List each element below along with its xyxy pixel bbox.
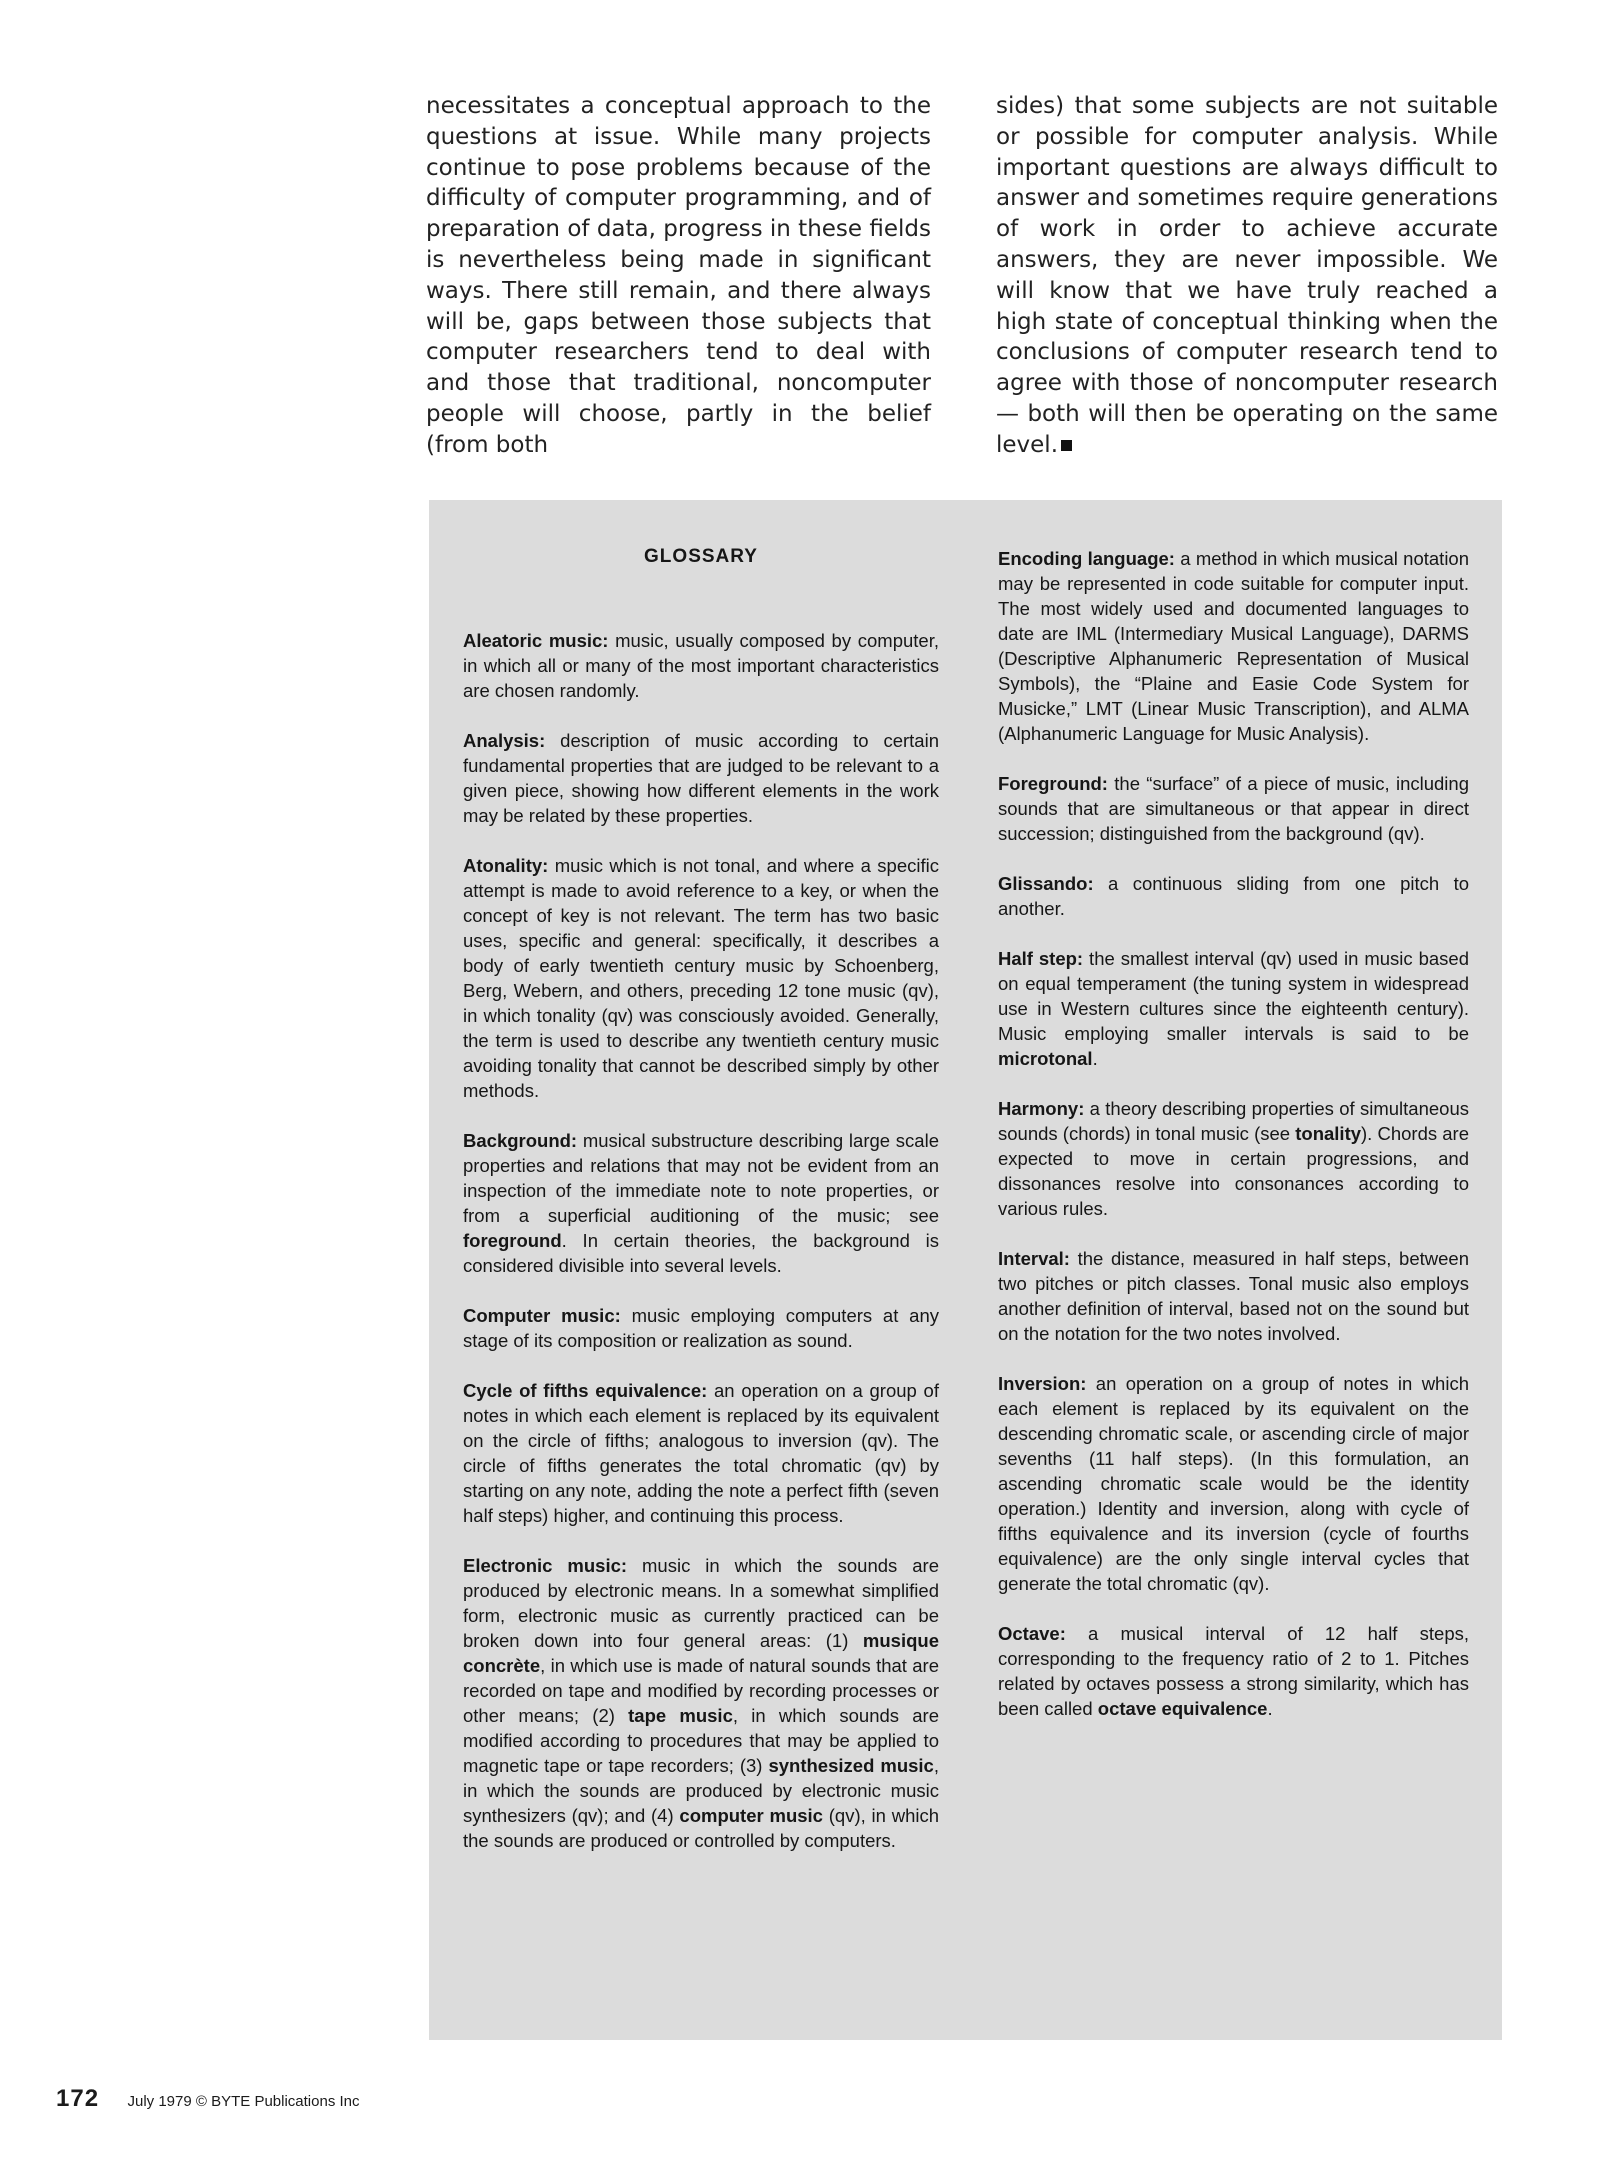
glossary-definition: music employing computers at any stage of its composition or realization as sound. — [463, 1305, 939, 1351]
glossary-cross-reference: tape music — [628, 1705, 733, 1726]
glossary-title: GLOSSARY — [644, 546, 758, 567]
glossary-definition: music, usually composed by computer, in which all or many of the most important characteristics are chosen randomly. — [463, 630, 939, 701]
glossary-term: Analysis: — [463, 730, 546, 751]
glossary-cross-reference: octave equivalence — [1097, 1698, 1268, 1719]
glossary-definition: the distance, measured in half steps, between two pitches or pitch classes. Tonal music also employs another definition of interval, based not on the sound but on the notation for the two notes involved. — [998, 1248, 1469, 1344]
glossary-definition: a method in which musical notation may be represented in code suitable for computer input. The most widely used and documented languages to date are IML (Intermediary Musical Language), DARMS (Descriptive Alphanumeric Representation of Musical Symbols), the “Plaine and Easie Code System for Musicke,” LMT (Linear Music Transcription), and ALMA (Alphanumeric Language for Music Analysis). — [998, 548, 1470, 744]
glossary-term: Electronic music: — [463, 1555, 628, 1576]
end-of-article-mark — [1061, 440, 1072, 451]
glossary-term: Inversion: — [998, 1373, 1087, 1394]
glossary-definition: music in which the sounds are produced by electronic means. In a somewhat simplified form, electronic music as currently practiced can be broken down into four general areas: (1) — [463, 1555, 939, 1651]
glossary-definition: description of music according to certain fundamental properties that are judged to be relevant to a given piece, showing how different elements in the work may be related by these properties. — [463, 730, 939, 826]
glossary-entry-aleatoric-music — [463, 628, 939, 703]
glossary-entry-analysis — [463, 728, 939, 828]
article-column-right — [996, 91, 1498, 461]
glossary-entry-electronic-music — [463, 1553, 939, 1853]
glossary-term: Foreground: — [998, 773, 1108, 794]
glossary-definition: , in which the sounds are produced by electronic music synthesizers (qv); and (4) — [463, 1755, 939, 1826]
glossary-entry-computer-music — [463, 1303, 939, 1353]
glossary-definition: the “surface” of a piece of music, including sounds that are simultaneous or that appear in direct succession; distinguished from the background (qv). — [998, 773, 1469, 844]
glossary-entry-background — [463, 1128, 939, 1278]
glossary-column-left — [463, 546, 939, 1878]
glossary-term: Encoding language: — [998, 548, 1175, 569]
glossary-term: Background: — [463, 1130, 578, 1151]
glossary-definition: . In certain theories, the background is considered divisible into several levels. — [463, 1230, 939, 1276]
glossary-entry-interval — [998, 1246, 1469, 1346]
glossary-term: Interval: — [998, 1248, 1070, 1269]
glossary-entry-harmony — [998, 1096, 1469, 1221]
glossary-definition: a musical interval of 12 half steps, corresponding to the frequency ratio of 2 to 1. Pitches related by octaves possess a strong similarity, which has been called — [998, 1623, 1469, 1719]
glossary-entry-half-step — [998, 946, 1469, 1071]
article-paragraph-left: necessitates a conceptual approach to the questions at issue. While many projects continue to pose problems because of the difficulty of computer programming, and of preparation of data, progress in these fields is nevertheless being made in significant ways. There still remain, and there always will be, gaps between those subjects that computer researchers tend to deal with and those that traditional, noncomputer people will choose, partly in the belief (from both — [426, 93, 931, 458]
glossary-definition: . — [1092, 1048, 1098, 1069]
glossary-term: Aleatoric music: — [463, 630, 609, 651]
glossary-cross-reference: microtonal — [998, 1048, 1093, 1069]
glossary-definition: (qv), in which the sounds are produced or controlled by computers. — [463, 1805, 940, 1851]
page-number: 172 — [56, 2085, 100, 2112]
glossary-entry-inversion — [998, 1371, 1469, 1596]
glossary-definition: music which is not tonal, and where a specific attempt is made to avoid reference to a key, or when the concept of key is not relevant. The term has two basic uses, specific and general: specifically, it describes a body of early twentieth century music by Schoenberg, Berg, Webern, and others, preceding 12 tone music (qv), in which tonality (qv) was consciously avoided. Generally, the term is used to describe any twentieth century music avoiding tonality that cannot be described simply by other methods. — [463, 855, 939, 1101]
glossary-cross-reference: musique concrète — [463, 1630, 939, 1676]
glossary-sidebar — [429, 500, 1502, 2040]
glossary-definition: a theory describing properties of simultaneous sounds (chords) in tonal music (see — [998, 1098, 1469, 1144]
glossary-definition: , in which use is made of natural sounds that are recorded on tape and modified by recording processes or other means; (2) — [463, 1655, 939, 1726]
glossary-cross-reference: computer music — [679, 1805, 823, 1826]
glossary-entry-glissando — [998, 871, 1469, 921]
glossary-term: Half step: — [998, 948, 1084, 969]
glossary-definition: . — [1267, 1698, 1273, 1719]
glossary-term: Harmony: — [998, 1098, 1085, 1119]
page-footer — [56, 2085, 360, 2113]
glossary-entry-encoding-language — [998, 546, 1469, 746]
glossary-column-right — [998, 546, 1469, 1746]
glossary-entry-cycle-of-fifths-equivalence — [463, 1378, 939, 1528]
glossary-term: Cycle of fifths equivalence: — [463, 1380, 708, 1401]
glossary-cross-reference: tonality — [1295, 1123, 1362, 1144]
glossary-entry-octave — [998, 1621, 1469, 1721]
glossary-cross-reference: synthesized music — [768, 1755, 934, 1776]
glossary-definition: musical substructure describing large scale properties and relations that may not be evident from an inspection of the immediate note to note properties, or from a superficial auditioning of the music; see — [463, 1130, 939, 1226]
glossary-term: Computer music: — [463, 1305, 621, 1326]
glossary-definition: an operation on a group of notes in which each element is replaced by its equivalent on the descending chromatic scale, or ascending circle of major sevenths (11 half steps). (In this formulation, an ascending chromatic scale would be the identity operation.) Identity and inversion, along with cycle of fifths equivalence and its inversion (cycle of fourths equivalence) are the only single interval cycles that generate the total chromatic (qv). — [998, 1373, 1469, 1594]
article-paragraph-right-text: sides) that some subjects are not suitable or possible for computer analysis. While important questions are always difficult to answer and sometimes require generations of work in order to achieve accurate answers, they are never impossible. We will know that we have truly reached a high state of conceptual thinking when the conclusions of computer research tend to agree with those of noncomputer research — both will then be operating on the same level. — [996, 93, 1498, 458]
footer-credit: July 1979 © BYTE Publications Inc — [127, 2093, 360, 2110]
glossary-cross-reference: foreground — [463, 1230, 562, 1251]
glossary-term: Octave: — [998, 1623, 1066, 1644]
article-paragraph-right — [996, 91, 1498, 461]
glossary-definition: , in which sounds are modified according to procedures that may be applied to magnetic tape or tape recorders; (3) — [463, 1705, 939, 1776]
glossary-entry-atonality — [463, 853, 939, 1103]
glossary-definition: ). Chords are expected to move in certain progressions, and dissonances resolve into consonances according to various rules. — [998, 1123, 1469, 1219]
glossary-term: Glissando: — [998, 873, 1094, 894]
glossary-definition: the smallest interval (qv) used in music based on equal temperament (the tuning system in widespread use in Western cultures since the eighteenth century). Music employing smaller intervals is said to be — [998, 948, 1469, 1044]
glossary-definition: a continuous sliding from one pitch to another. — [998, 873, 1469, 919]
article-column-left — [426, 91, 931, 461]
glossary-entry-foreground — [998, 771, 1469, 846]
glossary-definition: an operation on a group of notes in which each element is replaced by its equivalent on the circle of fifths; analogous to inversion (qv). The circle of fifths generates the total chromatic (qv) by starting on any note, adding the note a perfect fifth (seven half steps) higher, and continuing this process. — [463, 1380, 939, 1526]
glossary-term: Atonality: — [463, 855, 549, 876]
